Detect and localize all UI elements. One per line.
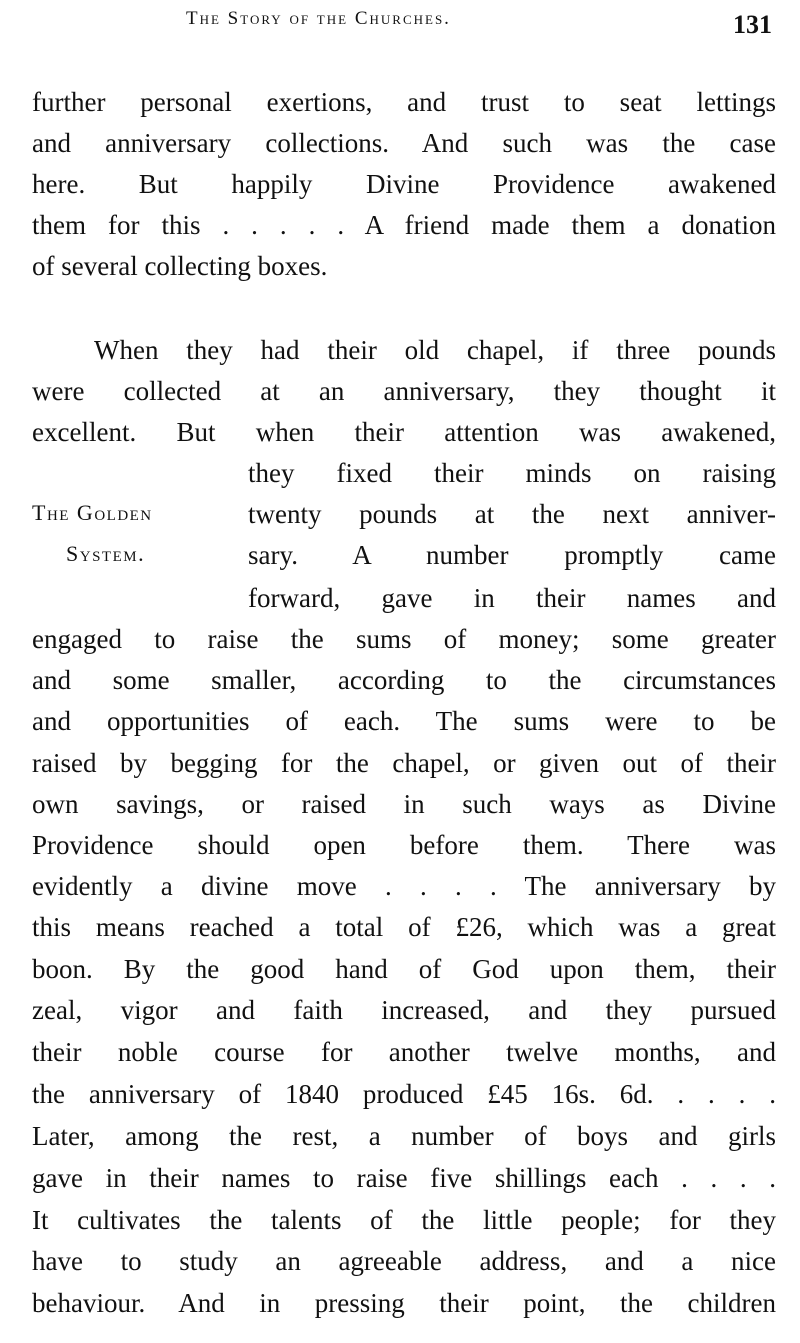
text-line: were collected at an anniversary, they thought it: [32, 376, 776, 406]
text-line: raised by begging for the chapel, or given out of their: [32, 748, 776, 778]
text-line: gave in their names to raise five shillings each . . . .: [32, 1163, 776, 1193]
text-line: and anniversary collections. And such was the case: [32, 128, 776, 158]
sidenote-line: The Golden: [32, 500, 153, 525]
running-title: The Story of the Churches.: [186, 8, 451, 29]
text-line: and opportunities of each. The sums were to be: [32, 706, 776, 736]
text-line: of several collecting boxes.: [32, 251, 328, 281]
page-header: [0, 4, 800, 44]
text-line: Later, among the rest, a number of boys and girls: [32, 1121, 776, 1151]
text-line: behaviour. And in pressing their point, the children: [32, 1288, 776, 1318]
text-line: Providence should open before them. There was: [32, 830, 776, 860]
page-number: 131: [733, 10, 772, 39]
text-line: their noble course for another twelve months, and: [32, 1037, 776, 1067]
text-line: twenty pounds at the next anniver-: [248, 499, 776, 529]
text-line: zeal, vigor and faith increased, and they pursued: [32, 995, 776, 1025]
text-line: have to study an agreeable address, and a nice: [32, 1246, 776, 1276]
text-line: evidently a divine move . . . . The anniversary by: [32, 871, 776, 901]
sidenote-line: System.: [66, 541, 146, 566]
text-line: them for this . . . . . A friend made them a donation: [32, 210, 776, 240]
text-line: here. But happily Divine Providence awakened: [32, 169, 776, 199]
text-line: engaged to raise the sums of money; some greater: [32, 624, 776, 654]
text-line: When they had their old chapel, if three pounds: [94, 335, 776, 365]
text-line: further personal exertions, and trust to seat lettings: [32, 87, 776, 117]
text-line: It cultivates the talents of the little people; for they: [32, 1205, 776, 1235]
text-line: and some smaller, according to the circumstances: [32, 665, 776, 695]
text-line: sary. A number promptly came: [248, 540, 776, 570]
text-line: this means reached a total of £26, which was a great: [32, 912, 776, 942]
text-line: boon. By the good hand of God upon them, their: [32, 954, 776, 984]
text-line: the anniversary of 1840 produced £45 16s. 6d. . . . .: [32, 1079, 776, 1109]
text-line: own savings, or raised in such ways as Divine: [32, 789, 776, 819]
text-line: they fixed their minds on raising: [248, 458, 776, 488]
text-line: excellent. But when their attention was awakened,: [32, 417, 776, 447]
text-line: forward, gave in their names and: [248, 583, 776, 613]
